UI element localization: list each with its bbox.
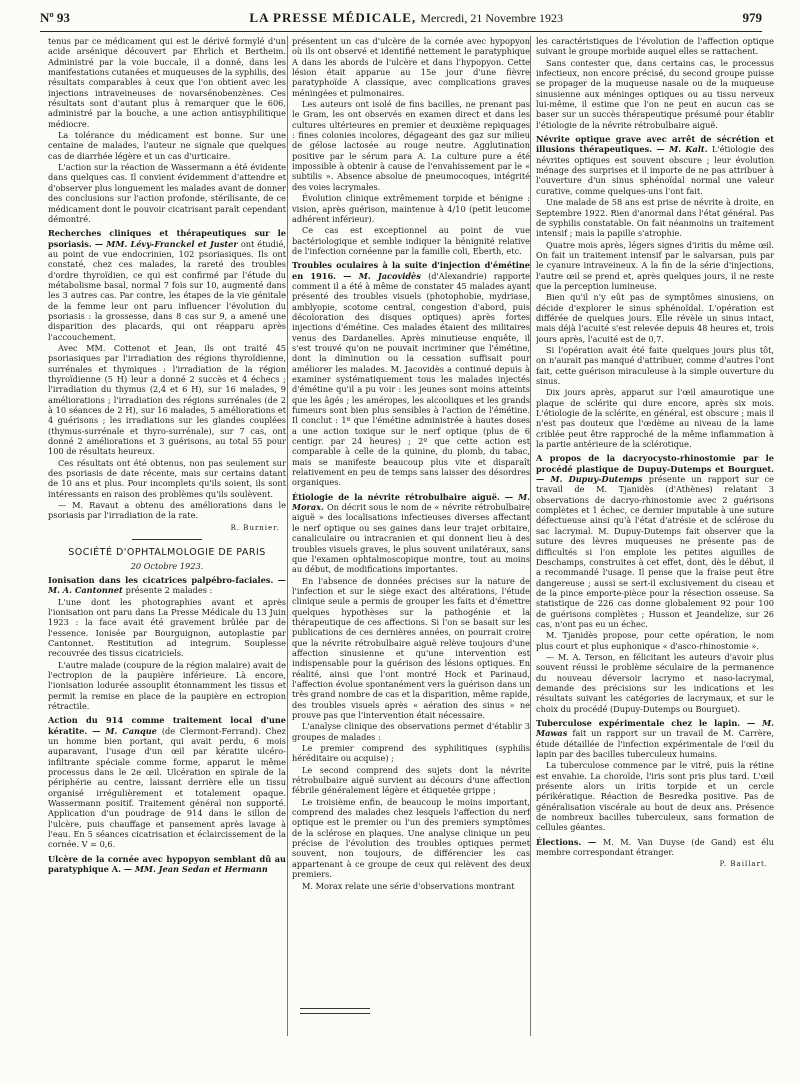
column-divider [530, 36, 531, 1036]
heading-title: Action du 914 comme traitement local d'une kératite. — [48, 715, 286, 736]
heading-text: ont étudié, au point de vue endocrinien, 102 psoriasiques. Ils ont constaté, chez ces malades, la rareté des troubles d'ordre thyroïdien, ce qui est confirmé par l'étude du métabolisme basal, normal 7 fois sur 10, augmenté dans les 3 autres cas. Par contre, les étapes de la vie génitale de la femme leur ont paru influencer l'évolution du psoriasis : la grossesse, dans 8 cas sur 9, a amené une disparition des placards, qui ont réapparu après l'accouchement. [48, 238, 286, 342]
heading-text: (de Clermont-Ferrand). Chez un homme bien portant, qui avait perdu, 6 mois auparavant, l'usage d'un œil par kératite ulcéro-infiltrante spéciale comme forme, apparut le même processus dans le 2e œil. Ulcération en spirale de la périphérie au centre, laissant derrière elle un tissu organisé irrégulièrement et totalement opaque. Wassermann positif. Traitement général non supporté. Application d'un poudrage de 914 dans le sillon de l'ulcère, puis chauffage et pansement après lavage à l'eau. En 5 séances cicatrisation et éclaircissement de la cornée. V = 0,6. [48, 725, 286, 850]
paragraph: Bien qu'il n'y eût pas de symptômes sinusiens, on décide d'explorer le sinus sphénoïdal. L'opération est différée de quelques jours. Elle révèle un sinus intact, mais déjà l'acuité s'est relevée depuis 48 heures et, trois jours après, l'acuité est de 0,7. [536, 292, 774, 344]
heading-title: Étiologie de la névrite rétrobulbaire aiguë. — [292, 491, 514, 502]
heading-authors: MM. Jean Sedan et Hermann [134, 864, 268, 875]
paragraph: Le second comprend des sujets dont la névrite rétrobulbaire aiguë survient au décours d'une affection fébrile généralement légère et étiquetée grippe ; [292, 764, 530, 796]
heading-authors: M. Canque [105, 725, 157, 736]
heading-title: Troubles oculaires à la suite d'injection d'émétine en 1916. — [292, 260, 530, 281]
heading-text: L'étiologie des névrites optiques est souvent obscure ; leur évolution ménage des surprises et il importe de ne pas attribuer à l'ouverture d'un sinus sphénoïdal normal une valeur curative, comme quelques-uns l'ont fait. [536, 144, 774, 196]
heading-authors: M. Morax. [292, 491, 530, 513]
column-1 [48, 36, 286, 1072]
masthead [249, 10, 563, 26]
heading-text: fait un rapport sur un travail de M. Carrère, étude détaillée de l'infection expérimentale de l'œil du lapin par des bacilles tuberculeux humains. [536, 728, 774, 760]
article-heading [536, 837, 774, 858]
heading-text: On décrit sous le nom de « névrite rétrobulbaire aiguë » des localisations infectieuses diverses affectant le nerf optique ou ses gaines dans leur trajet orbitaire, canaliculaire ou intracranien et qui donnent lieu à des troubles visuels graves, le plus souvent unilatéraux, sans que l'examen ophtalmoscopique montre, tout au moins au début, de modifications importantes. [292, 502, 530, 575]
column-3 [536, 36, 774, 1072]
heading-title: A propos de la dacryocysto-rhinostomie par le procédé plastique de Dupuy-Dutemps et Bourguet. — [536, 453, 774, 485]
society-title: SOCIÉTÉ D'OPHTALMOLOGIE DE PARIS [68, 547, 266, 559]
paragraph: Les auteurs ont isolé de fins bacilles, ne prenant pas le Gram, les ont observés en examen direct et dans les cultures ultérieures en premier et deuxième repiquages : fines colonies incolores, dégageant des gaz sur milieu de gélose lactosée au rouge neutre. Agglutination positive par le sérum para A. La culture pure a été impossible à obtenir à cause de l'envahissement par le « subtilis ». Absence absolue de pneumocoques, intégrité des voies lacrymales. [292, 99, 530, 192]
page-header [40, 10, 762, 32]
article-heading [292, 260, 530, 488]
heading-title: Ionisation dans les cicatrices palpébro-faciales. — [48, 574, 286, 585]
article-heading [48, 854, 286, 875]
signature: P. Baillart. [719, 860, 768, 869]
paragraph: — M. A. Terson, en félicitant les auteurs d'avoir plus souvent réussi le problème séculaire de la permanence du nouveau déversoir lacrymo et naso-lacrymal, demande des précisions sur les indications et les résultats suivant les catégories de lacrymaux, et sur le choix du procédé (Dupuy-Dutemps ou Bourguet). [536, 651, 774, 714]
heading-text: (d'Alexandrie) rapporte comment il a été à même de constater 45 malades ayant présenté des troubles visuels (photophobie, mydriase, amblyopie, scotome central, congestion d'abord, puis décoloration des disques optiques) après fortes injections d'émétine. Ces malades étaient des militaires venus des Dardanelles. Après minutieuse enquête, il s'est trouvé qu'on ne pouvait incriminer que l'émétine, dont la diminution ou la cessation suffisait pour améliorer les malades. M. Jacovidès a continué depuis à examiner systématiquement tous les malades injectés d'émétine qu'il a pu voir : les jeunes sont moins atteints que les âgés ; les améropes, les alcooliques et les grands fumeurs sont bien plus sensibles à l'action de l'émétine. Il conclut : 1º que l'émétine administrée à hautes doses a une action toxique sur le nerf optique (plus de 6 centigr. par 24 heures) ; 2º que cette action est comparable à celle de la quinine, du plomb, du tabac, mais se manifeste beaucoup plus vite et disparaît relativement en peu de temps sans laisser des désordres organiques. [292, 270, 530, 488]
paragraph: Sans contester que, dans certains cas, le processus infectieux, non encore précisé, du second groupe puisse se propager de la muqueuse nasale ou de la muqueuse sinusienne aux méninges optiques ou au tissu nerveux lui-même, il estime que l'on ne peut en aucun cas se baser sur un succès thérapeutique présumé pour établir l'étiologie de la névrite rétrobulbaire aiguë. [536, 57, 774, 130]
paragraph: Ces résultats ont été obtenus, non pas seulement sur des psoriasis de date récente, mais sur certains datant de 10 ans et plus. Pour incomplets qu'ils soient, ils sont intéressants en raison des problèmes qu'ils soulèvent. [48, 457, 286, 499]
paragraph: Le troisième enfin, de beaucoup le moins important, comprend des malades chez lesquels l'affection du nerf optique est le premier ou l'un des premiers symptômes de la sclérose en plaques. Une analyse clinique un peu précise de l'évolution des troubles optiques permet souvent, non toujours, de différencier les cas appartenant à ce groupe de ceux qui relèvent des deux premiers. [292, 796, 530, 880]
heading-title: Ulcère de la cornée avec hypopyon semblant dû au paratyphique A. — [48, 853, 286, 875]
paragraph: Si l'opération avait été faite quelques jours plus tôt, on n'aurait pas manqué d'attribuer, comme d'autres l'ont fait, cette guérison miraculeuse à la simple ouverture du sinus. [536, 344, 774, 386]
heading-authors: MM. Lévy-Franckel et Juster [106, 238, 238, 249]
paragraph: L'une dont les photographies avant et après l'ionisation ont paru dans La Presse Médicale du 13 Juin 1923 : la face avait été gravement brûlée par de l'essence. Ionisée par Bourguignon, autoplastie par Cantonnet. Restitution ad integrum. Souplesse recouvrée des tissus cicatriciels. [48, 596, 286, 659]
heading-text: présente un rapport sur ce travail de M. Tjanidès (d'Athènes) relatant 3 observations de dacryo-rhinostomie avec 2 guérisons complètes et 1 échec, ce dernier imputable à une suture défectueuse ainsi qu'à l'état d'atrésie et de sclérose du sac lacrymal. M. Dupuy-Dutemps fait observer que la suture des lèvres muqueuses ne présente pas de difficultés si l'on emploie les petites aiguilles de Deschamps, construites à cet effet, dont, dès le début, il a recommandé l'usage. Il pense que la fraise peut être dangereuse ; aussi se sert-il exclusivement du ciseau et de la pince emporte-pièce pour la résection osseuse. Sa statistique de 226 cas donne globalement 92 pour 100 de guérisons complètes ; Husson et Jeandelize, sur 26 cas, n'ont pas eu un échec. [536, 474, 774, 629]
paragraph: Quatre mois après, légers signes d'iritis du même œil. On fait un traitement intensif par le salvarsan, puis par le cyanure intraveineux. A la fin de la série d'injections, l'autre œil se prend et, après quelques jours, il ne reste que la perception lumineuse. [536, 239, 774, 291]
paragraph: L'action sur la réaction de Wassermann a été évidente dans quelques cas. Il convient évidemment d'attendre et d'observer plus longuement les malades avant de donner des conclusions sur l'action profonde, stérilisante, de ce médicament dont le pouvoir cicatrisant paraît cependant démontré. [48, 162, 286, 224]
heading-authors: M. A. Cantonnet [48, 585, 123, 596]
heading-authors: M. Kalt. [669, 144, 708, 155]
paragraph: — M. Ravaut a obtenu des améliorations dans le psoriasis par l'irradiation de la rate. [48, 500, 286, 521]
article-heading [48, 715, 286, 849]
column-divider [287, 36, 288, 1036]
paragraph: Évolution clinique extrêmement torpide et bénigne : vision, après guérison, maintenue à 4/10 (petit leucome adhérent inférieur). [292, 193, 530, 224]
column-2 [292, 36, 530, 1072]
heading-title: Tuberculose expérimentale chez le lapin. — [536, 718, 756, 728]
paragraph: tenus par ce médicament qui est le dérivé formylé d'un acide arsénique découvert par Ehrlich et Bertheim. Administré par la voie buccale, il a donné, dans les manifestations cutanées et muqueuses de la syphilis, des résultats comparables à ceux que l'on obtient avec les injections intraveineuses de novarsénobenzènes. Ces résultats sont d'autant plus à remarquer que le 606, administré par la bouche, a une action antisyphilitique médiocre. [48, 36, 286, 129]
footer-rule [300, 1013, 370, 1014]
issue-number: Nº 93 [40, 10, 70, 25]
heading-authors: M. Dupuy-Dutemps [550, 474, 643, 485]
separator [132, 539, 202, 540]
footer-rule [300, 1008, 370, 1009]
paragraph: La tolérance du médicament est bonne. Sur une centaine de malades, l'auteur ne signale que quelques cas de diarrhée légère et un cas d'urticaire. [48, 130, 286, 161]
paragraph: La tuberculose commence par le vitré, puis la rétine est envahie. La choroïde, l'iris sont pris plus tard. L'œil présente alors un iritis torpide et un cercle périkératique. Réaction de Besredka positive. Pas de généralisation viscérale au bout de deux ans. Présence de nombreux bacilles tuberculeux, sans formation de cellules géantes. [536, 760, 774, 833]
paragraph: Avec MM. Cottenot et Jean, ils ont traité 45 psoriasiques par l'irradiation des régions thyroïdienne, surrénales et thymiques : l'irradiation de la région thyroïdienne (5 H) leur a donné 2 succès et 4 échecs ; l'irradiation du thymus (2,4 et 6 H), sur 16 malades, 9 améliorations ; l'irradiation des régions surrénales (de 2 à 10 séances de 2 H), sur 16 malades, 5 améliorations et 4 guérisons ; les irradiations sur les glandes couplées (thymus-surrénale et thyro-surrénale), sur 7 cas, ont donné 2 améliorations et 3 guérisons, au total 55 pour 100 de résultats heureux. [48, 342, 286, 457]
heading-text: présente 2 malades : [125, 585, 213, 596]
paragraph: les caractéristiques de l'évolution de l'affection optique suivant le groupe morbide auquel elles se rattachent. [536, 36, 774, 57]
heading-authors: M. Mawas [536, 718, 774, 739]
article-heading [536, 453, 774, 629]
article-heading [48, 575, 286, 596]
heading-title: Recherches cliniques et thérapeutiques sur le psoriasis. — [48, 228, 286, 249]
article-heading [48, 228, 286, 342]
heading-title: Élections. — [536, 836, 597, 847]
paragraph: présentent un cas d'ulcère de la cornée avec hypopyon où ils ont observé et identifié nettement le paratyphique A dans les abords de l'ulcère et dans l'hypopyon. Cette lésion était apparue au 15e jour d'une fièvre paratyphoïde A classique, avec complications graves méningées et pulmonaires. [292, 36, 530, 98]
society-date: 20 Octobre 1923. [130, 560, 204, 571]
page-number: 979 [742, 10, 762, 25]
paragraph: L'autre malade (coupure de la région malaire) avait de l'ectropion de la paupière inférieure. Là encore, l'ionisation lodurée assouplit étonnamment les tissus et permit la remise en place de la paupière en ectropion rétractile. [48, 659, 286, 711]
paragraph: En l'absence de données précises sur la nature de l'infection et sur le siège exact des altérations, l'étude clinique seule a permis de grouper les faits et d'émettre quelques hypothèses sur la pathogénie et la thérapeutique de ces affections. Si l'on se basait sur les publications de ces dernières années, on pourrait croire que la névrite rétrobulbaire aiguë relève toujours d'une affection sinusienne et qu'une intervention est indispensable pour la guérison des lésions optiques. En réalité, ainsi que l'ont montré Hock et Parinaud, l'affection évolue spontanément vers la guérison dans un très grand nombre de cas et la disparition, même rapide, des troubles visuels après « aération des sinus » ne prouve pas que l'intervention était nécessaire. [292, 575, 530, 720]
header-rule [40, 31, 762, 32]
paragraph: Une malade de 58 ans est prise de névrite à droite, en Septembre 1922. Rien d'anormal dans l'état général. Pas de syphilis constatable. On fait néanmoins un traitement intensif ; mais la papille s'atrophie. [536, 197, 774, 239]
paragraph: Ce cas est exceptionnel au point de vue bactériologique et semble indiquer la bénignité relative de l'infection cornéenne par la famille coli, Eberth, etc. [292, 225, 530, 256]
signature: R. Burnier. [230, 523, 280, 532]
heading-authors: M. Jacovidès [358, 270, 421, 281]
article-heading [536, 718, 774, 759]
heading-title: Névrite optique grave avec arrêt de sécrétion et illusions thérapeutiques. — [536, 134, 774, 155]
paragraph: L'analyse clinique des observations permet d'établir 3 groupes de malades : [292, 721, 530, 742]
article-heading [536, 134, 774, 196]
article-heading [292, 492, 530, 575]
paragraph: M. Tjanidès propose, pour cette opération, le nom plus court et plus euphonique « d'asco-rhinostomie ». [536, 630, 774, 651]
heading-text: M. M. Van Duyse (de Gand) est élu membre correspondant étranger. [536, 836, 774, 858]
paragraph: Le premier comprend des syphilitiques (syphilis héréditaire ou acquise) ; [292, 743, 530, 764]
issue-date: Mercredi, 21 Novembre 1923 [420, 11, 564, 25]
journal-title: LA PRESSE MÉDICALE, [249, 10, 417, 25]
paragraph: Dix jours après, apparut sur l'œil amaurotique une plaque de sclérite qui dure encore, après six mois. L'étiologie de la sclérite, en général, est obscure ; mais il n'est pas douteux que l'œdème au niveau de la lame criblée peut être rapproché de la même inflammation à la partie antérieure de la sclérotique. [536, 387, 774, 450]
paragraph: M. Morax relate une série d'observations montrant [302, 880, 515, 891]
